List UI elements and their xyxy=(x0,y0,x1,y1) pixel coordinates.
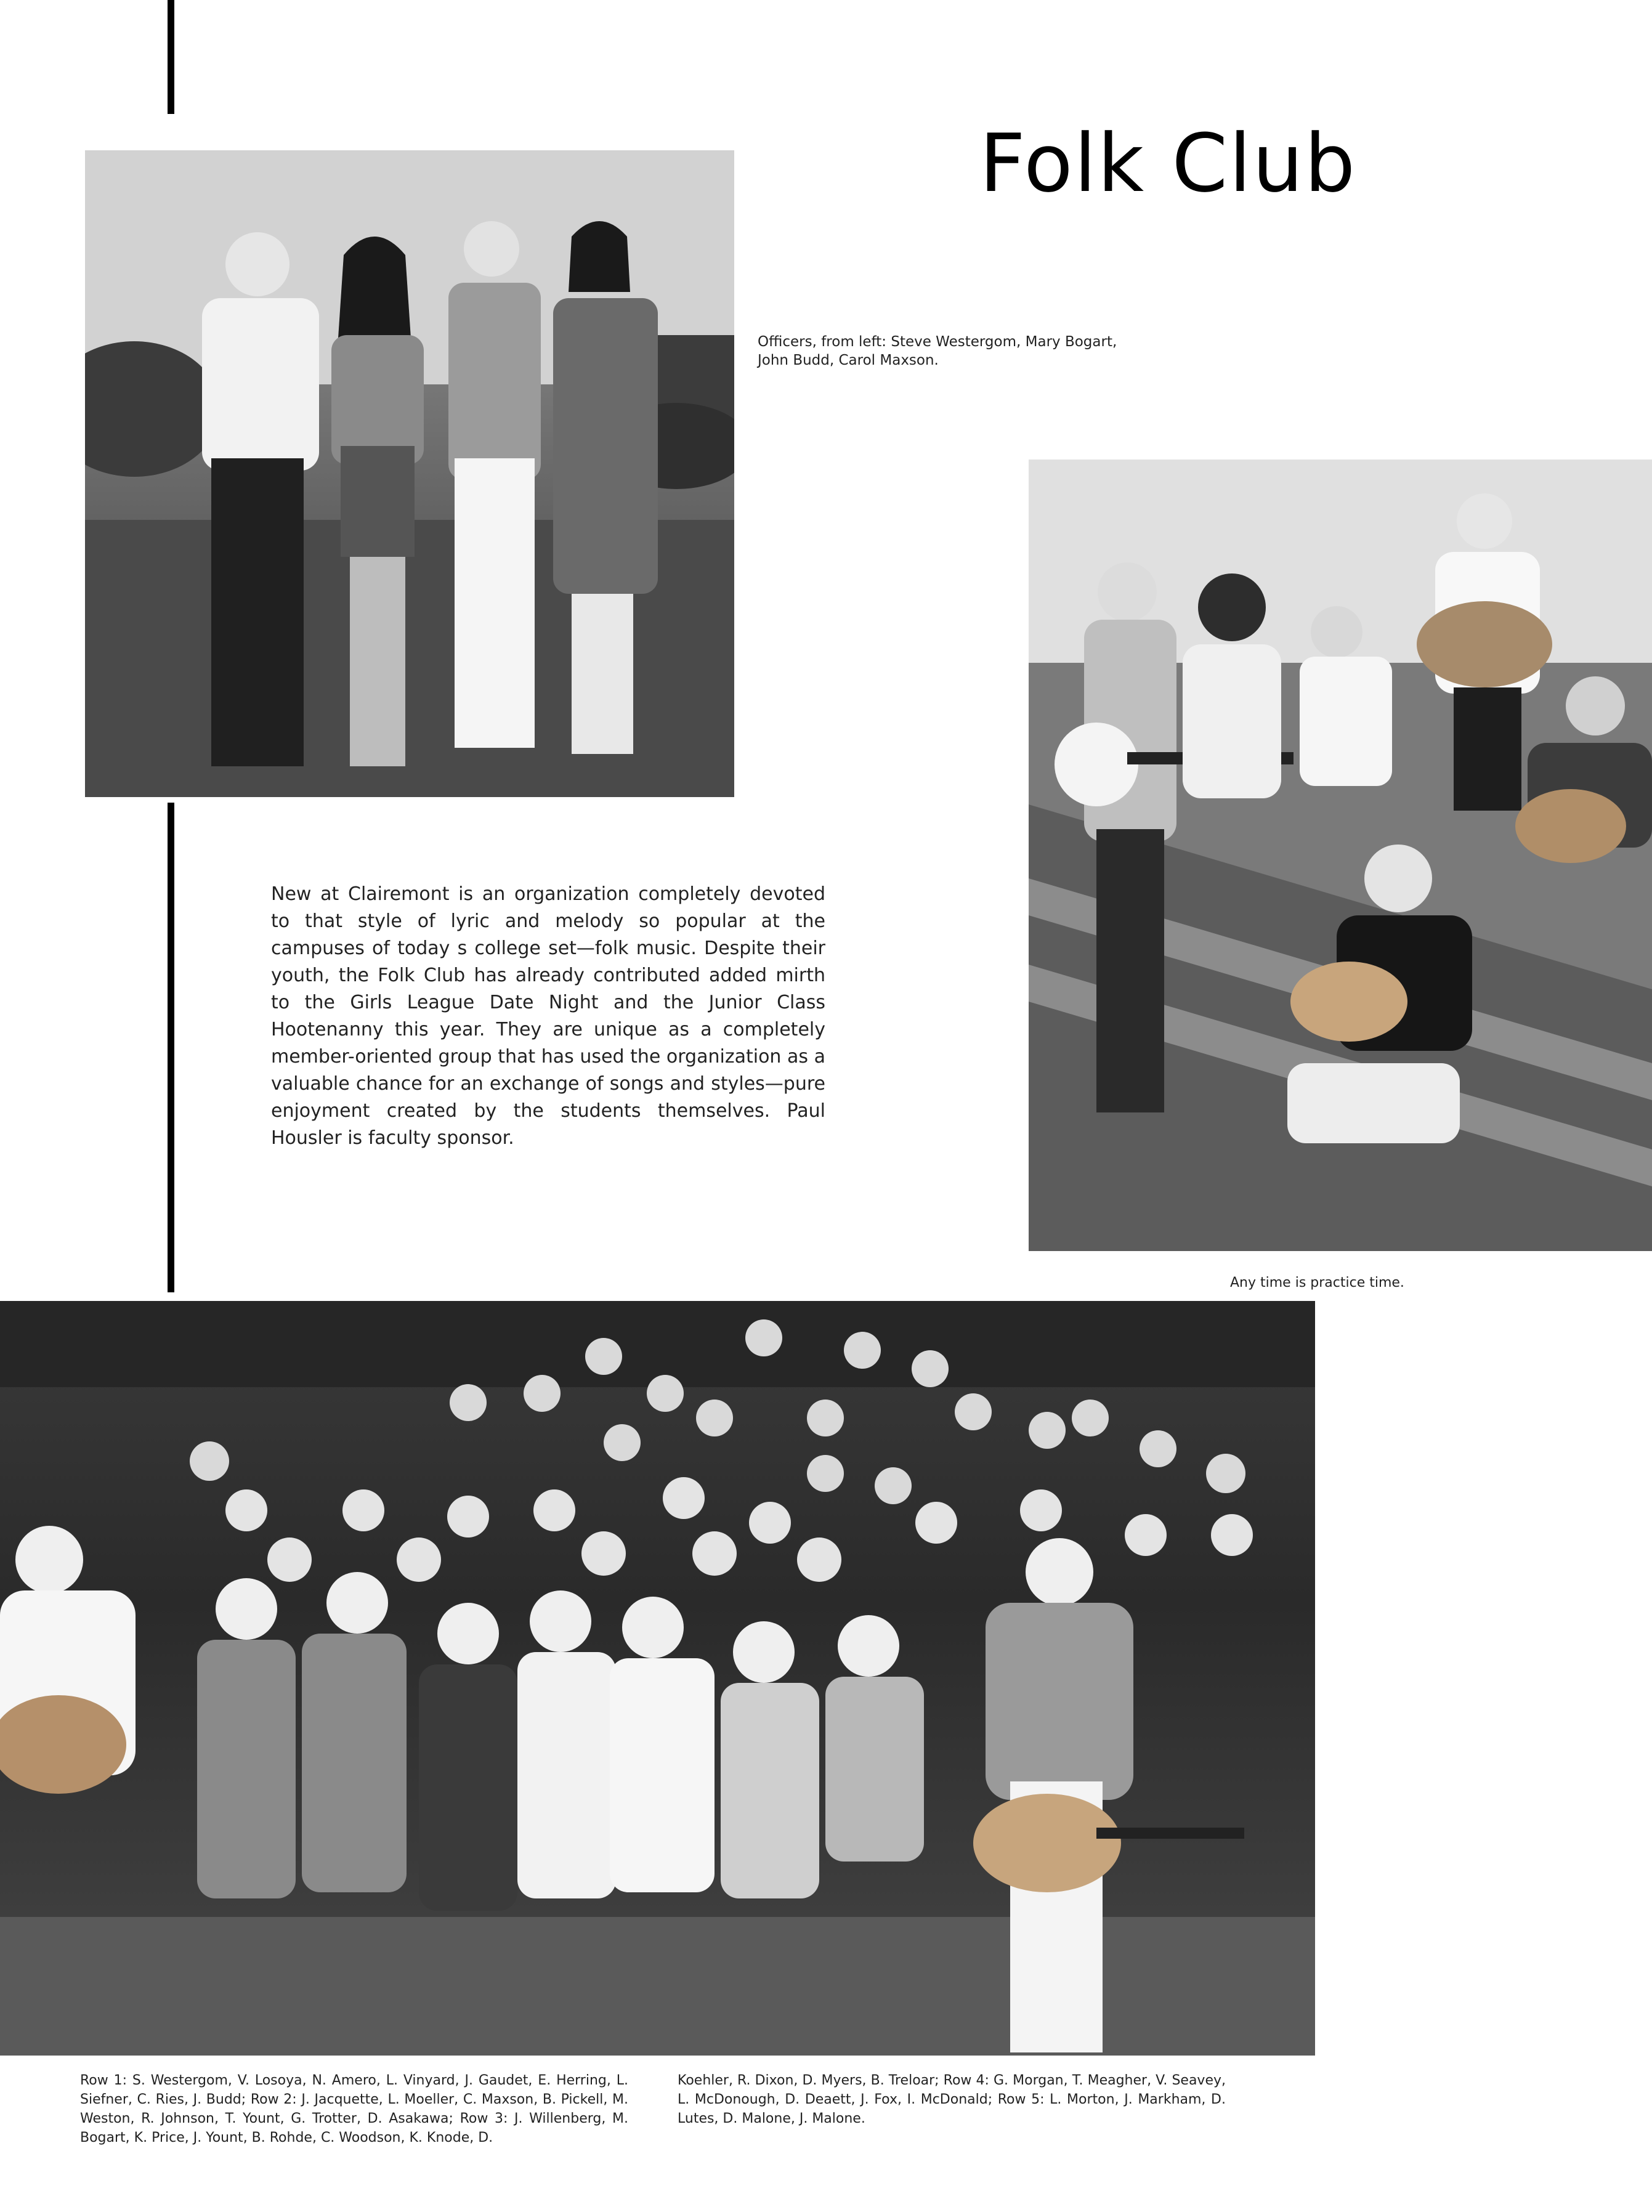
officers-caption: Officers, from left: Steve Westergom, Mary Bogart, John Budd, Carol Maxson. xyxy=(758,334,1117,368)
practice-caption: Any time is practice time. xyxy=(1230,1275,1404,1290)
middle-rule xyxy=(168,803,174,1292)
roster-caption-left: Row 1: S. Westergom, V. Losoya, N. Amero, L. Vinyard, J. Gaudet, E. Herring, L. Siefner, C. Ries, J. Budd; Row 2: J. Jacquette, L. Moeller, C. Maxson, B. Pickell, M. Weston, R. Johnson, T. Yount, G. Trotter, D. Asakawa; Row 3: J. Willenberg, M. Bogart, K. Price, J. Yount, B. Rohde, C. Woodson, K. Knode, D. xyxy=(80,2073,628,2145)
article-text: New at Clairemont is an organization completely devoted to that style of lyric and melody so popular at the campuses of today s college set—folk music. Despite their youth, the Folk Club has already contributed added mirth to the Girls League Date Night and the Junior Class Hootenanny this year. They are unique as a completely member-oriented group that has used the organization as a valuable chance for an exchange of songs and styles—pure enjoyment created by the students themselves. Paul Housler is faculty sponsor. xyxy=(271,883,825,1149)
group-photo xyxy=(0,1301,1315,2056)
practice-photo xyxy=(1029,460,1652,1251)
top-rule xyxy=(168,0,174,114)
roster-caption-right: Koehler, R. Dixon, D. Myers, B. Treloar; Row 4: G. Morgan, T. Meagher, V. Seavey, L. McDonough, D. Deaett, J. Fox, I. McDonald; Row 5: L. Morton, J. Markham, D. Lutes, D. Malone, J. Malone. xyxy=(678,2073,1226,2126)
page-title: Folk Club xyxy=(979,116,1357,210)
officers-photo xyxy=(85,150,734,797)
